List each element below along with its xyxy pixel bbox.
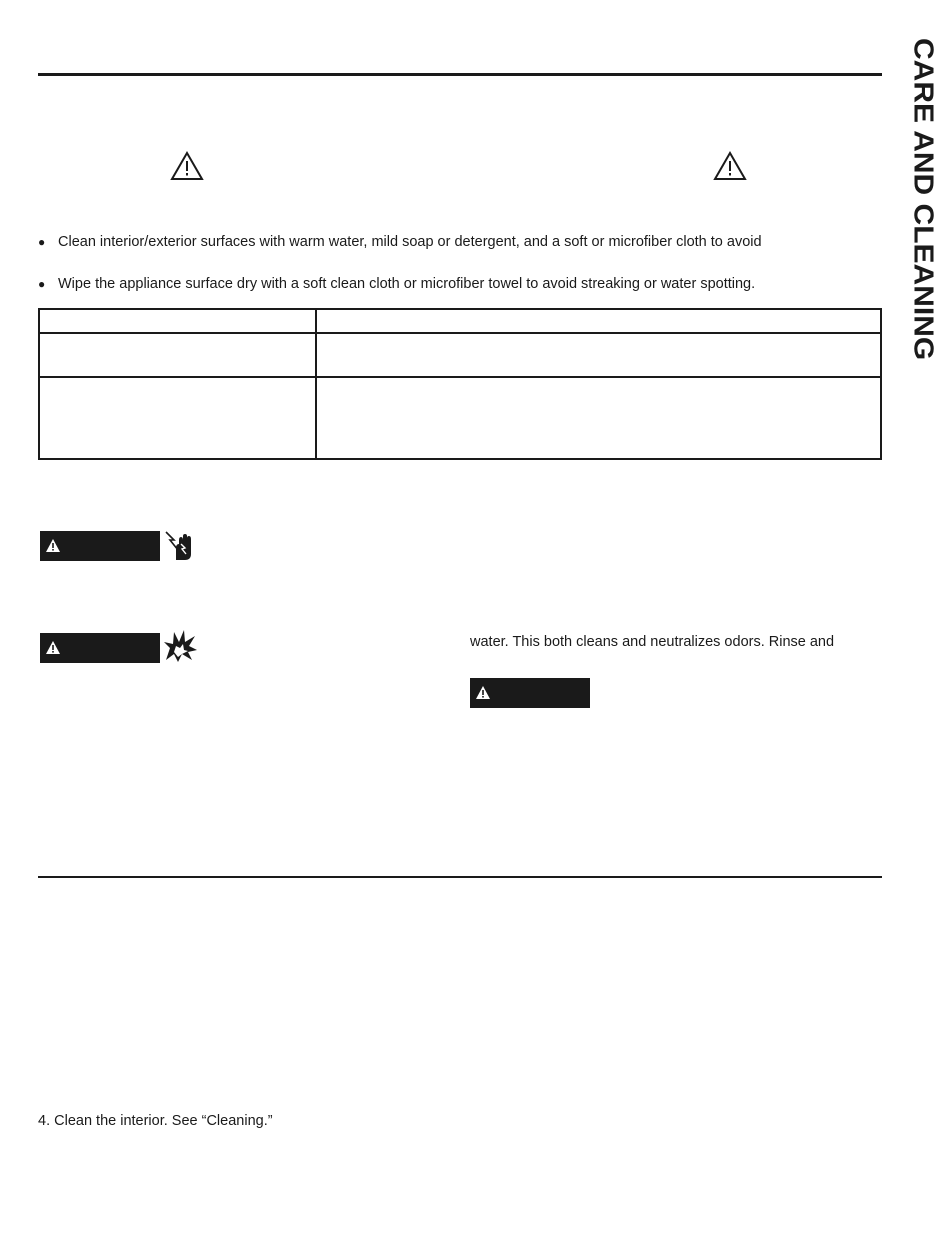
bullet-text: Clean interior/exterior surfaces with warm water, mild soap or detergent, and a soft or microfiber cloth to avoid [58,234,762,250]
warning-triangle-icon [713,151,747,181]
bullet-text: Wipe the appliance surface dry with a soft clean cloth or microfiber towel to avoid streaking or water spotting. [58,276,756,292]
bullet-dot: ● [38,235,46,249]
electric-shock-icon [164,530,196,562]
warning-triangle-icon [170,151,204,181]
section-title: CARE AND CLEANING [908,38,939,361]
odor-instruction-text: water. This both cleans and neutralizes odors. Rinse and [470,634,835,650]
warning-badge [470,678,590,708]
bullet-dot: ● [38,277,46,291]
warning-badge [40,633,160,663]
top-rule [38,73,882,76]
section-divider [38,876,882,878]
cleaning-table [38,308,882,460]
warning-badge [40,531,160,561]
cleaning-bullet [38,233,762,251]
explosion-icon [162,630,198,662]
step-4-text: 4. Clean the interior. See “Cleaning.” [38,1113,273,1129]
cleaning-bullet [38,275,755,293]
warning-triangle-icon [46,539,60,552]
warning-triangle-icon [46,641,60,654]
warning-triangle-icon [476,686,490,699]
table-header-divider [40,332,880,334]
table-row-divider [40,376,880,378]
